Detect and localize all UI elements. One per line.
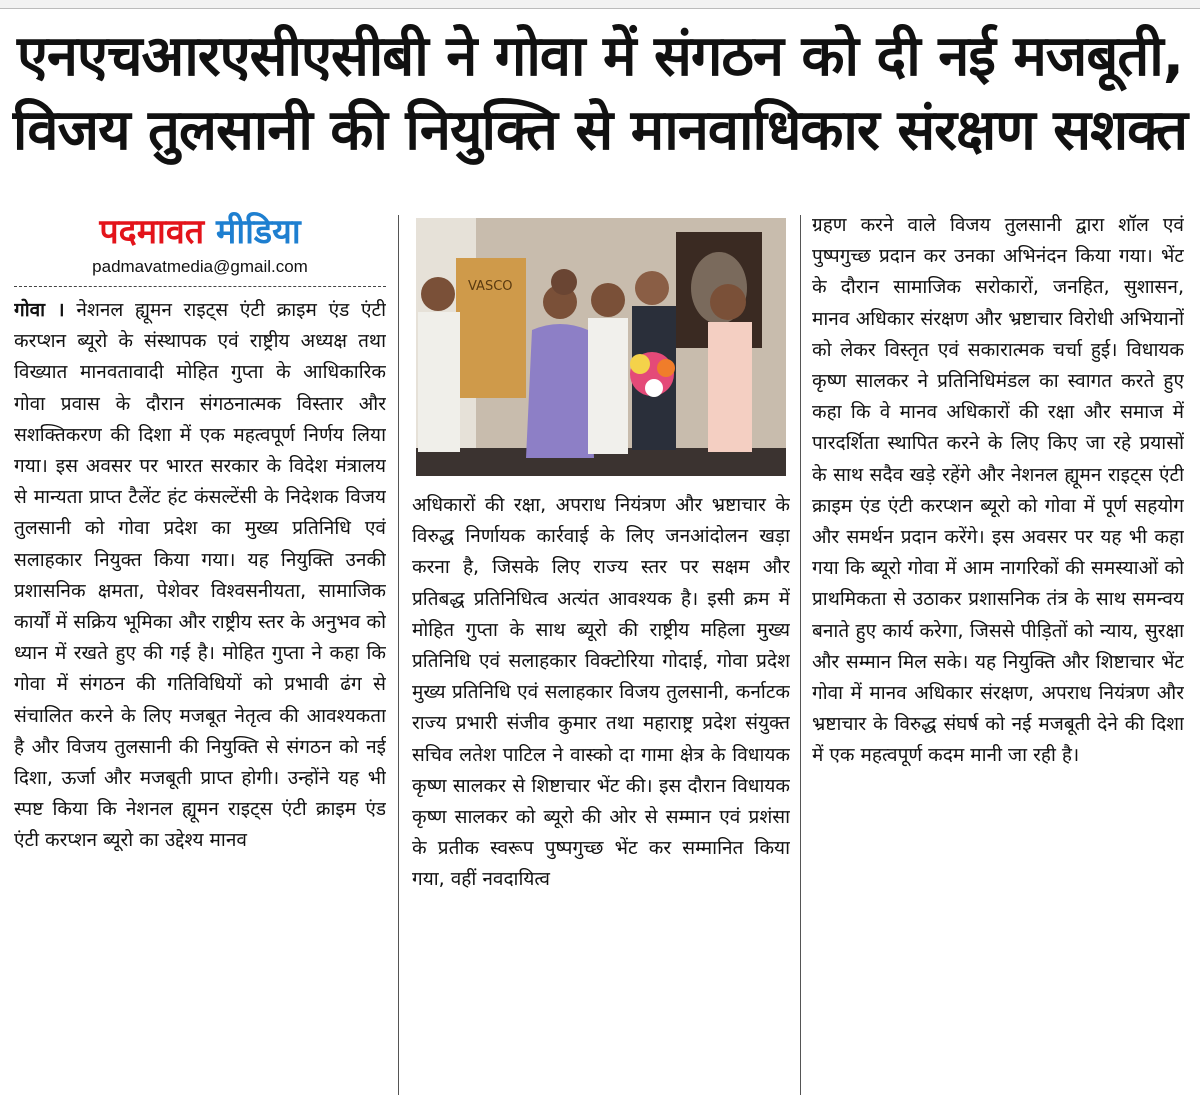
dateline: गोवा । [14,299,65,321]
article-col1-text: नेशनल ह्यूमन राइट्स एंटी क्राइम एंड एंटी करप्शन ब्यूरो के संस्थापक एवं राष्ट्रीय अध्यक्ष तथा विख्यात मानवतावादी मोहित गुप्ता के आधिकारिक गोवा प्रवास के दौरान संगठनात्मक विस्तार और सशक्तिकरण की दिशा में एक महत्वपूर्ण निर्णय लिया गया। इस अवसर पर भारत सरकार के विदेश मंत्रालय से मान्यता प्राप्त टैलेंट हंट कंसल्टेंसी के निदेशक विजय तुलसानी को गोवा प्रदेश का मुख्य प्रतिनिधि एवं सलाहकार नियुक्त किया गया। यह नियुक्ति उनकी प्रशासनिक क्षमता, पेशेवर विश्वसनीयता, सामाजिक कार्यों में सक्रिय भूमिका और राष्ट्रीय स्तर के अनुभव को ध्यान में रखते हुए की गई है। मोहित गुप्ता ने कहा कि गोवा में संगठन की गतिविधियों को प्रभावी ढंग से संचालित करने के लिए मजबूत नेतृत्व की आवश्यकता है और विजय तुलसानी की नियुक्ति से संगठन को नई दिशा, ऊर्जा और मजबूती प्राप्त होगी। उन्होंने यह भी स्पष्ट किया कि नेशनल ह्यूमन राइट्स एंटी क्राइम एंड एंटी करप्शन ब्यूरो का उद्देश्य मानव [14,299,386,852]
group-photo [416,218,786,476]
masthead-divider [14,286,386,287]
article-column-2 [412,210,790,1100]
article-text-col2: अधिकारों की रक्षा, अपराध नियंत्रण और भ्रष्टाचार के विरुद्ध निर्णायक कार्रवाई के लिए जनआंदोलन खड़ा करना है, जिसके लिए राज्य स्तर पर सक्षम और प्रतिबद्ध प्रतिनिधित्व अत्यंत आवश्यक है। इसी क्रम में मोहित गुप्ता के साथ ब्यूरो की राष्ट्रीय महिला मुख्य प्रतिनिधि एवं सलाहकार विक्टोरिया गोदाई, गोवा प्रदेश मुख्य प्रतिनिधि एवं सलाहकार विजय तुलसानी, कर्नाटक राज्य प्रभारी संजीव कुमार तथा महाराष्ट्र प्रदेश संयुक्त सचिव लतेश पाटिल ने वास्को दा गामा क्षेत्र के विधायक कृष्ण सालकर से शिष्टाचार भेंट की। इस दौरान विधायक कृष्ण सालकर को ब्यूरो की ओर से सम्मान एवं प्रशंसा के प्रतीक स्वरूप पुष्पगुच्छ भेंट कर सम्मानित किया गया, वहीं नवदायित्व [412,494,790,891]
masthead [14,210,386,254]
masthead-brand-part1: पदमावत [99,212,205,252]
masthead-brand-part2: मीडिया [215,212,301,252]
column-rule-2 [800,215,801,1095]
page-top-strip [0,0,1200,9]
column-rule-1 [398,215,399,1095]
article-column-1 [14,210,386,1100]
article-text-col3: ग्रहण करने वाले विजय तुलसानी द्वारा शॉल एवं पुष्पगुच्छ प्रदान कर उनका अभिनंदन किया गया। भेंट के दौरान सामाजिक सरोकारों, जनहित, सुशासन, मानव अधिकार संरक्षण और भ्रष्टाचार विरोधी अभियानों को लेकर विस्तृत एवं सकारात्मक चर्चा हुई। विधायक कृष्ण सालकर ने प्रतिनिधिमंडल का स्वागत करते हुए कहा कि वे मानव अधिकारों की रक्षा और समाज में पारदर्शिता स्थापित करने के लिए किए जा रहे प्रयासों के साथ सदैव खड़े रहेंगे और नेशनल ह्यूमन राइट्स एंटी क्राइम एंड एंटी करप्शन ब्यूरो को गोवा में पूर्ण सहयोग और समर्थन प्रदान करेंगे। इस अवसर पर यह भी कहा गया कि ब्यूरो गोवा में आम नागरिकों की समस्याओं को प्राथमिकता से उठाकर प्रशासनिक तंत्र के साथ समन्वय बनाते हुए कार्य करेगा, जिससे पीड़ितों को न्याय, सुरक्षा और सम्मान मिल सके। यह नियुक्ति और शिष्टाचार भेंट गोवा में मानव अधिकार संरक्षण, अपराध नियंत्रण और भ्रष्टाचार के विरुद्ध संघर्ष को नई मजबूती देने की दिशा में एक महत्वपूर्ण कदम मानी जा रही है। [812,214,1184,767]
group-photo-icon [416,218,786,476]
headline-line-1: एनएचआरएसीएसीबी ने गोवा में संगठन को दी नई मजबूती, [16,24,1184,89]
headline [0,20,1200,168]
masthead-email: padmavatmedia@gmail.com [92,257,308,276]
headline-line-2: विजय तुलसानी की नियुक्ति से मानवाधिकार संरक्षण सशक्त [12,98,1188,163]
article-text-col1 [14,295,386,857]
article-column-3 [812,210,1184,1100]
photo-sign-text: VASCO [468,279,513,294]
